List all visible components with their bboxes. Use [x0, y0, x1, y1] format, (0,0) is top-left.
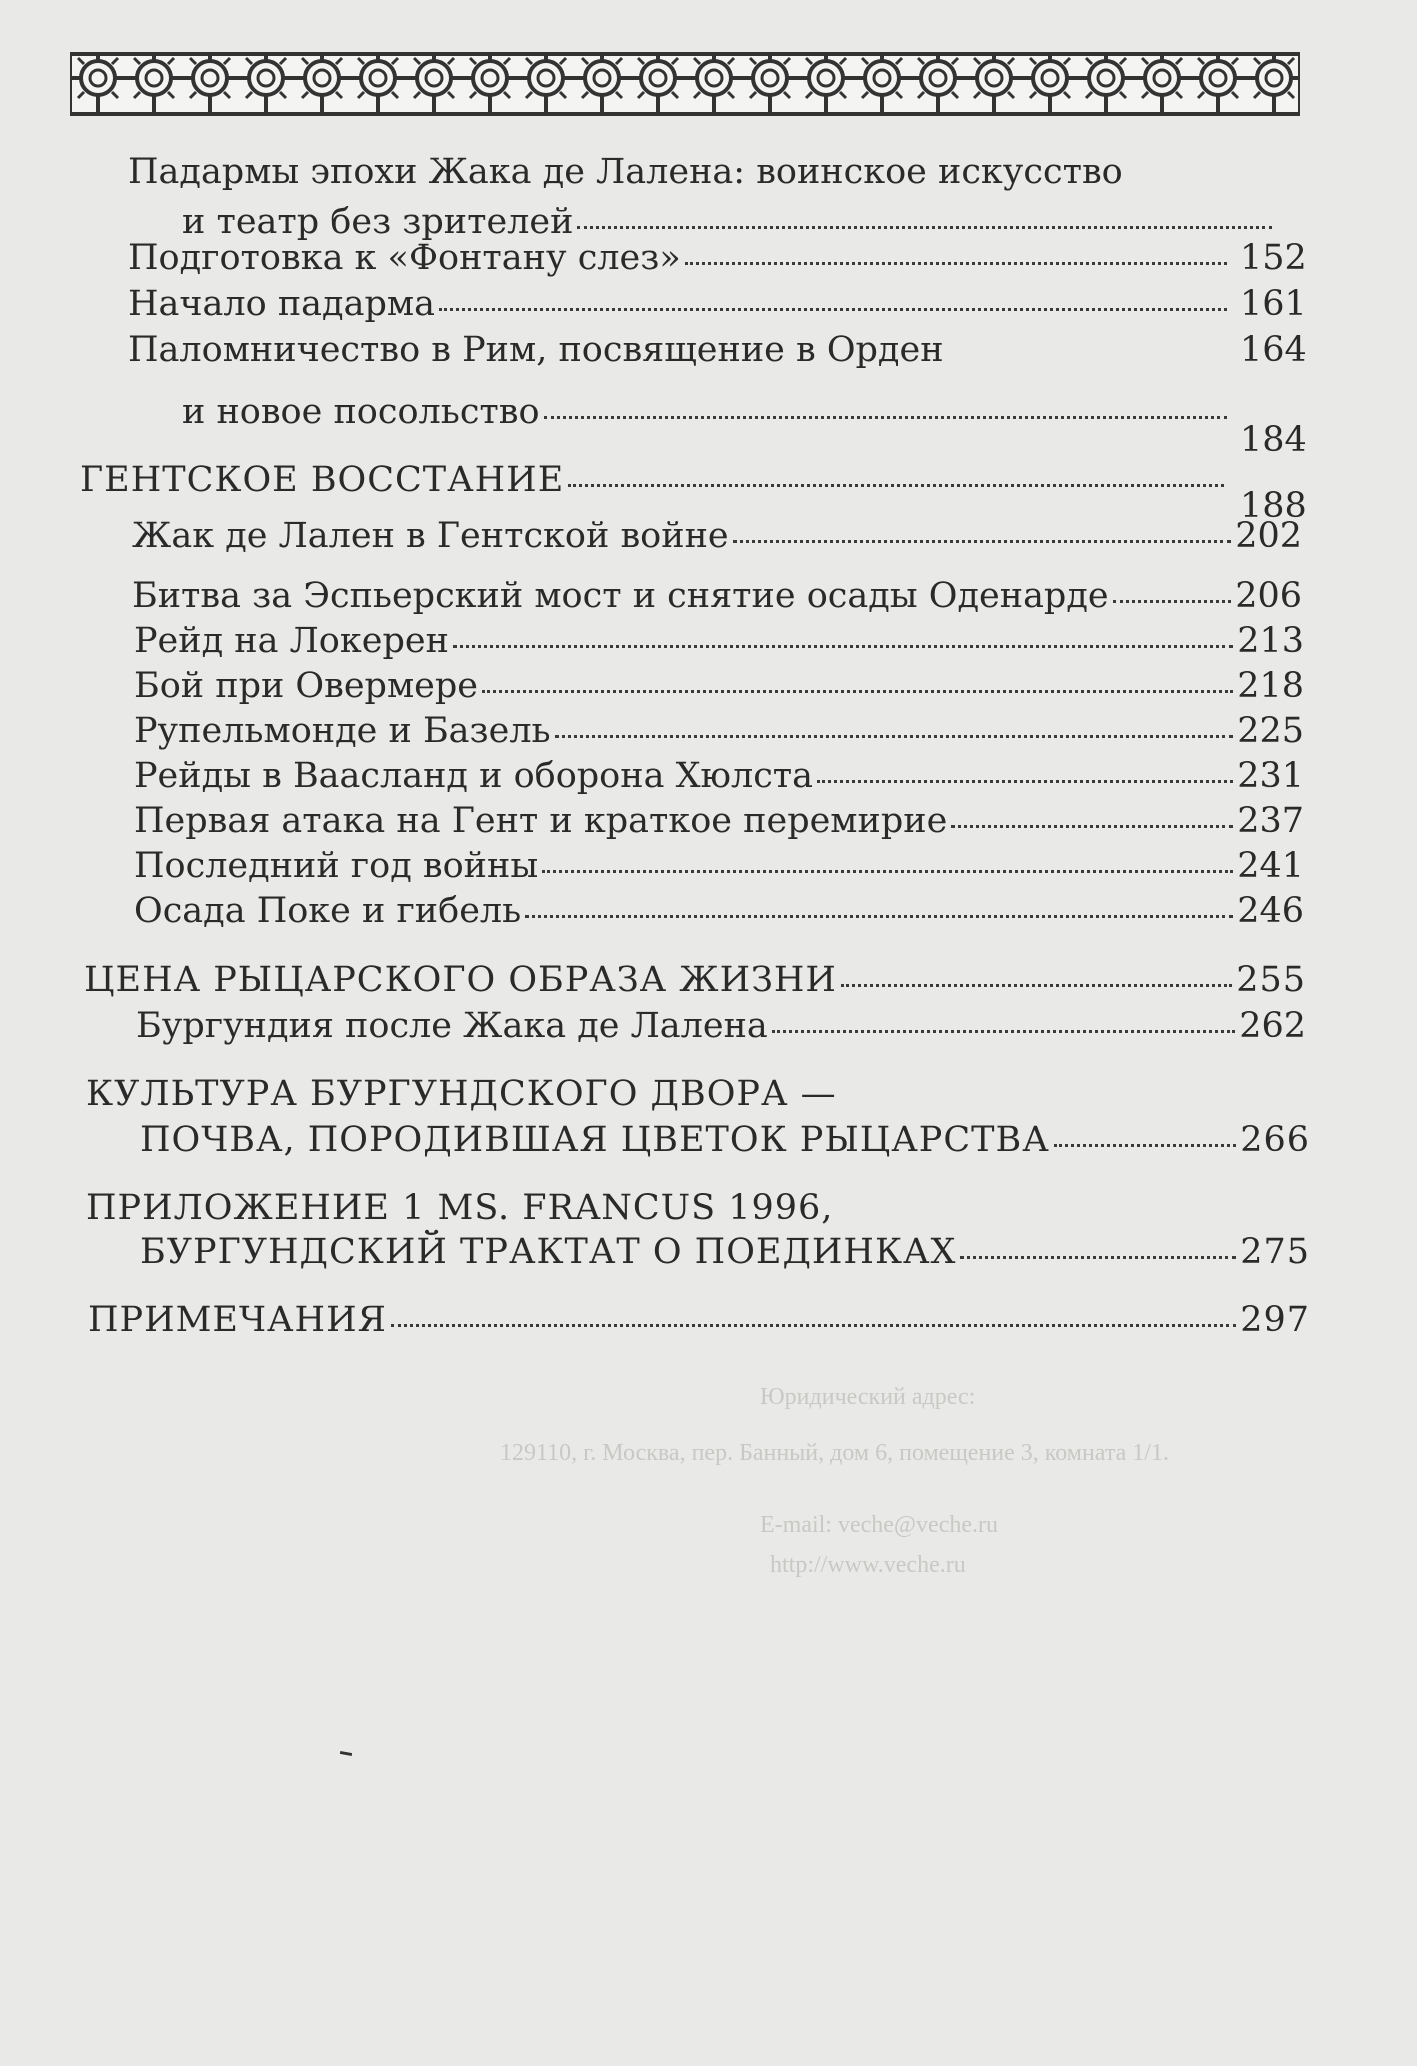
page-number: 202: [1235, 516, 1302, 556]
leader-dots: [577, 226, 1271, 229]
toc-entry-text: Рейды в Вaасланд и оборона Хюлста: [134, 756, 814, 796]
toc-entry-fountain[interactable]: [128, 236, 1298, 280]
toc-section-culture[interactable]: [140, 1118, 1310, 1162]
leader-dots: [733, 540, 1232, 543]
page-number: 206: [1235, 576, 1302, 616]
page-number: 266: [1240, 1120, 1310, 1160]
leader-dots: [555, 735, 1234, 738]
leader-dots: [960, 1256, 1236, 1259]
toc-entry-text: Рупельмонде и Базель: [134, 711, 551, 751]
page-number: 213: [1237, 621, 1304, 661]
toc-entry-padarmy-line1: Падармы эпохи Жака де Лалена: воинское искусство: [128, 152, 1123, 192]
toc-section-title: ПОЧВА, ПОРОДИВШАЯ ЦВЕТОК РЫЦАРСТВА: [140, 1120, 1050, 1160]
page-number: 218: [1237, 666, 1304, 706]
leader-dots: [1054, 1144, 1236, 1147]
toc-entry-text: Жак де Лален в Гентской войне: [132, 516, 729, 556]
toc-section-culture-line1: КУЛЬТУРА БУРГУНДСКОГО ДВОРА —: [86, 1074, 837, 1114]
page-number: 297: [1240, 1300, 1310, 1340]
page-number: 241: [1237, 846, 1304, 886]
leader-dots: [817, 780, 1233, 783]
leader-dots: [544, 416, 1228, 419]
toc-section-title: ГЕНТСКОЕ ВОССТАНИЕ: [80, 460, 565, 500]
toc-entry-text: Битва за Эспьерский мост и снятие осады Оденарде: [132, 576, 1109, 616]
toc-entry[interactable]: [134, 619, 1304, 663]
toc-section-price[interactable]: [84, 958, 1306, 1002]
toc-entry[interactable]: [134, 754, 1304, 798]
page-number: 164: [1240, 330, 1307, 370]
toc-entry[interactable]: [134, 799, 1304, 843]
toc-section-title: ПРИМЕЧАНИЯ: [88, 1300, 387, 1340]
leader-dots: [568, 484, 1224, 487]
leader-dots: [482, 690, 1233, 693]
page-number: 184: [1240, 420, 1307, 460]
toc-entry-text: Осада Поке и гибель: [134, 891, 522, 931]
toc-entry-text: Подготовка к «Фонтану слез»: [128, 238, 681, 278]
toc-entry-pilgrimage[interactable]: [182, 390, 1298, 434]
toc-section-appendix[interactable]: [140, 1230, 1310, 1274]
toc-section-gent[interactable]: [80, 458, 1298, 502]
leader-dots: [439, 308, 1227, 311]
toc-section-notes[interactable]: [88, 1298, 1310, 1342]
page-number: 237: [1237, 801, 1304, 841]
toc-entry-text: Первая атака на Гент и краткое перемирие: [134, 801, 948, 841]
toc-section-title: БУРГУНДСКИЙ ТРАКТАТ О ПОЕДИНКАХ: [140, 1232, 957, 1272]
page-number: 262: [1239, 1006, 1306, 1046]
toc-entry-text: Начало падарма: [128, 284, 435, 324]
toc-entry-text: и новое посольство: [182, 392, 540, 432]
page-number: 161: [1240, 284, 1307, 324]
page-number: 188: [1240, 486, 1307, 526]
toc-entry-pilgrimage-line1: Паломничество в Рим, посвящение в Орден: [128, 330, 944, 370]
toc-entry[interactable]: [134, 844, 1304, 888]
leader-dots: [841, 984, 1232, 987]
toc-section-title: ЦЕНА РЫЦАРСКОГО ОБРАЗА ЖИЗНИ: [84, 960, 837, 1000]
show-through-legal-label: Юридический адрес:: [760, 1384, 976, 1410]
toc-entry[interactable]: [134, 664, 1304, 708]
page-number: 255: [1236, 960, 1306, 1000]
leader-dots: [772, 1030, 1235, 1033]
page-number: 152: [1240, 238, 1307, 278]
toc-entry-text: Последний год войны: [134, 846, 539, 886]
show-through-address: 129110, г. Москва, пер. Банный, дом 6, помещение 3, комната 1/1.: [500, 1440, 1169, 1466]
page-number: 225: [1237, 711, 1304, 751]
toc-entry-text: Бургундия после Жака де Лалена: [136, 1006, 768, 1046]
toc-entry-text: и театр без зрителей: [182, 202, 574, 242]
leader-dots: [951, 825, 1233, 828]
toc-entry[interactable]: [134, 709, 1304, 753]
leader-dots: [542, 870, 1233, 873]
toc-entry[interactable]: [134, 889, 1304, 933]
page-number: 231: [1237, 756, 1304, 796]
page-number: 275: [1240, 1232, 1310, 1272]
leader-dots: [685, 262, 1227, 265]
toc-section-appendix-line1: ПРИЛОЖЕНИЕ 1 MS. FRANCUS 1996,: [86, 1188, 834, 1228]
leader-dots: [525, 915, 1233, 918]
page-number: 246: [1237, 891, 1304, 931]
show-through-email: E-mail: veche@veche.ru: [760, 1512, 998, 1538]
toc-entry-text: Бой при Овермере: [134, 666, 479, 706]
leader-dots: [453, 645, 1233, 648]
toc-entry[interactable]: [136, 1004, 1306, 1048]
toc-entry-padarm-start[interactable]: [128, 282, 1298, 326]
toc-entry[interactable]: [132, 574, 1302, 618]
show-through-url: http://www.veche.ru: [770, 1552, 966, 1578]
toc-entry-text: Рейд на Локерен: [134, 621, 449, 661]
toc-entry[interactable]: [132, 514, 1302, 558]
leader-dots: [391, 1324, 1236, 1327]
leader-dots: [1113, 600, 1232, 603]
